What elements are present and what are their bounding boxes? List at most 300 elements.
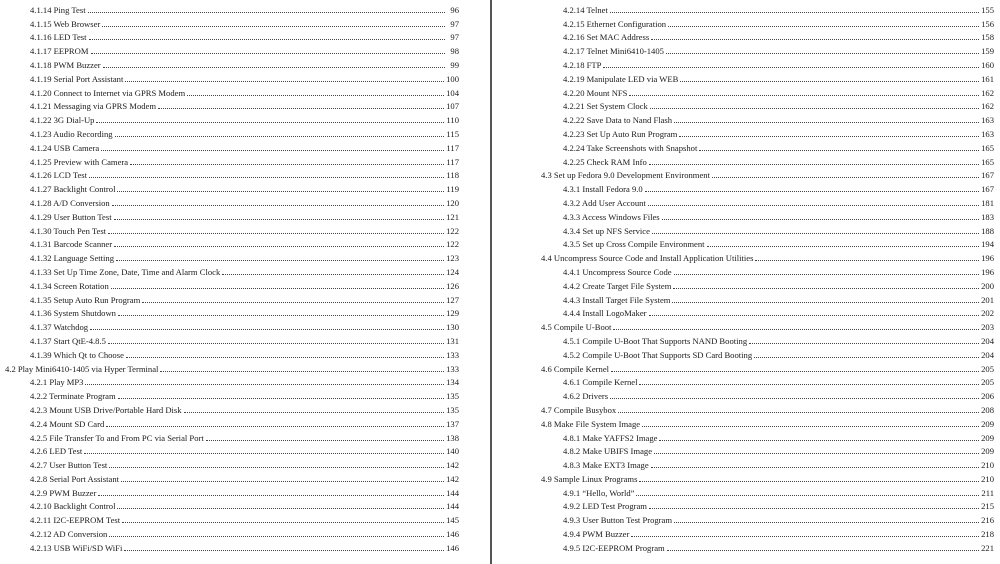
toc-entry[interactable] (497, 125, 1000, 139)
toc-entry-label: 4.2.16 Set MAC Address (563, 32, 650, 43)
toc-entry[interactable] (497, 498, 1000, 512)
toc-page-number: 107 (446, 101, 459, 112)
toc-section-entry[interactable] (497, 415, 1000, 429)
toc-section-entry[interactable] (497, 249, 1000, 263)
toc-entry-label: 4.1.31 Barcode Scanner (30, 239, 113, 250)
toc-page-number: 129 (446, 308, 459, 319)
toc-page-number: 97 (450, 18, 459, 29)
toc-entry[interactable] (0, 539, 485, 553)
toc-page-number: 104 (446, 87, 459, 98)
toc-entry-label: 4.1.21 Messaging via GPRS Modem (30, 101, 157, 112)
toc-page-number: 188 (981, 225, 994, 236)
toc-page-number: 155 (981, 4, 994, 15)
toc-entry-label: 4.1.14 Ping Test (30, 4, 86, 15)
dot-leader (116, 260, 444, 261)
dot-leader (712, 177, 979, 178)
toc-entry[interactable] (0, 15, 485, 29)
toc-entry-label: 4.1.34 Screen Rotation (30, 280, 109, 291)
dot-leader (649, 164, 979, 165)
toc-entry[interactable] (497, 15, 1000, 29)
toc-entry-label: 4.2.25 Check RAM Info (563, 156, 647, 167)
toc-page-number: 142 (446, 460, 459, 471)
toc-entry-label: 4.5.1 Compile U-Boot That Supports NAND Booting (563, 335, 748, 346)
toc-entry-label: 4.1.35 Setup Auto Run Program (30, 294, 141, 305)
toc-entry-label: 4.8.2 Make UBIFS Image (563, 446, 653, 457)
toc-page-number: 122 (446, 225, 459, 236)
toc-entry-label: 4.2.3 Mount USB Drive/Portable Hard Disk (30, 404, 182, 415)
dot-leader (126, 357, 444, 358)
toc-entry-label: 4.4.4 Install LogoMaker (563, 308, 647, 319)
toc-page-number: 161 (981, 73, 994, 84)
toc-page-number: 123 (446, 253, 459, 264)
toc-entry[interactable] (497, 222, 1000, 236)
right-page (497, 0, 1000, 564)
toc-page-number: 209 (981, 446, 994, 457)
dot-leader (130, 164, 444, 165)
toc-page-number: 160 (981, 59, 994, 70)
dot-leader (117, 508, 444, 509)
toc-page-number: 204 (981, 335, 994, 346)
dot-leader (674, 122, 979, 123)
dot-leader (610, 12, 979, 13)
toc-entry-label: 4.2.17 Telnet Mini6410-1405 (563, 46, 664, 57)
toc-page-number: 146 (446, 529, 459, 540)
toc-entry-label: 4.3.2 Add User Account (563, 197, 646, 208)
toc-entry-label: 4.2.13 USB WiFi/SD WiFi (30, 542, 123, 553)
toc-entry[interactable] (0, 70, 485, 84)
toc-entry[interactable] (497, 180, 1000, 194)
toc-entry[interactable] (0, 84, 485, 98)
toc-page-number: 196 (981, 253, 994, 264)
toc-entry[interactable] (0, 249, 485, 263)
toc-entry[interactable] (497, 332, 1000, 346)
toc-page-number: 205 (981, 363, 994, 374)
toc-entry[interactable] (497, 111, 1000, 125)
dot-leader (674, 522, 979, 523)
toc-entry-label: 4.2.2 Terminate Program (30, 391, 116, 402)
toc-page-number: 183 (981, 211, 994, 222)
toc-entry-label: 4.8 Make File System Image (541, 418, 641, 429)
toc-entry-label: 4.2.6 LED Test (30, 446, 83, 457)
toc-entry-label: 4.2.7 User Button Test (30, 460, 108, 471)
toc-entry-label: 4.8.3 Make EXT3 Image (563, 460, 649, 471)
toc-entry[interactable] (0, 470, 485, 484)
toc-entry[interactable] (0, 125, 485, 139)
toc-entry[interactable] (0, 387, 485, 401)
dot-leader (111, 288, 444, 289)
toc-page-number: 118 (446, 170, 459, 181)
dot-leader (89, 177, 444, 178)
dot-leader (109, 467, 444, 468)
toc-page-number: 126 (446, 280, 459, 291)
toc-page-number: 194 (981, 239, 994, 250)
dot-leader (108, 233, 444, 234)
toc-page-number: 163 (981, 128, 994, 139)
toc-entry-label: 4.1.39 Which Qt to Choose (30, 349, 124, 360)
toc-page-number: 201 (981, 294, 994, 305)
dot-leader (680, 81, 979, 82)
toc-page-number: 162 (981, 87, 994, 98)
toc-entry[interactable] (497, 236, 1000, 250)
toc-entry[interactable] (497, 443, 1000, 457)
toc-entry[interactable] (497, 374, 1000, 388)
toc-entry-label: 4.5 Compile U-Boot (541, 322, 612, 333)
toc-page-number: 146 (446, 542, 459, 553)
toc-entry[interactable] (0, 98, 485, 112)
dot-leader (124, 550, 444, 551)
toc-entry[interactable] (0, 194, 485, 208)
dot-leader (648, 205, 979, 206)
dot-leader (651, 467, 979, 468)
dot-leader (649, 315, 980, 316)
toc-page-number: 181 (981, 197, 994, 208)
toc-entry[interactable] (0, 263, 485, 277)
toc-page-number: 133 (446, 363, 459, 374)
toc-entry[interactable] (497, 511, 1000, 525)
toc-page-number: 119 (446, 184, 459, 195)
toc-page-number: 144 (446, 501, 459, 512)
dot-leader (662, 219, 979, 220)
dot-leader (118, 398, 444, 399)
dot-leader (659, 440, 979, 441)
toc-entry[interactable] (0, 511, 485, 525)
toc-entry-label: 4.9.5 I2C-EEPROM Program (563, 542, 665, 553)
toc-page-number: 204 (981, 349, 994, 360)
dot-leader (114, 219, 445, 220)
toc-page-number: 216 (981, 515, 994, 526)
dot-leader (96, 122, 444, 123)
dot-leader (754, 357, 979, 358)
toc-entry-label: 4.2.19 Manipulate LED via WEB (563, 73, 679, 84)
dot-leader (673, 288, 979, 289)
toc-entry-label: 4.3.3 Access Windows Files (563, 211, 660, 222)
toc-page-number: 142 (446, 473, 459, 484)
toc-page-number: 209 (981, 418, 994, 429)
toc-entry[interactable] (497, 539, 1000, 553)
toc-entry-label: 4.3.4 Set up NFS Service (563, 225, 650, 236)
toc-entry[interactable] (497, 484, 1000, 498)
toc-page-number: 210 (981, 473, 994, 484)
toc-entry[interactable] (497, 194, 1000, 208)
toc-page-number: 120 (446, 197, 459, 208)
dot-leader (636, 495, 979, 496)
dot-leader (142, 302, 444, 303)
toc-entry[interactable] (497, 525, 1000, 539)
toc-entry-label: 4.1.37 Start QtE-4.8.5 (30, 335, 106, 346)
toc-entry-label: 4.2.18 FTP (563, 59, 602, 70)
page-divider (490, 0, 492, 564)
toc-entry-label: 4.2.4 Mount SD Card (30, 418, 105, 429)
dot-leader (184, 412, 445, 413)
dot-leader (109, 536, 444, 537)
dot-leader (666, 53, 979, 54)
toc-entry-label: 4.6 Compile Kernel (541, 363, 610, 374)
toc-entry-label: 4.2.9 PWM Buzzer (30, 487, 97, 498)
toc-entry[interactable] (0, 111, 485, 125)
dot-leader (613, 329, 979, 330)
toc-page-number: 97 (450, 32, 459, 43)
toc-entry[interactable] (497, 291, 1000, 305)
toc-entry-label: 4.9.3 User Button Test Program (563, 515, 673, 526)
toc-section-entry[interactable] (497, 401, 1000, 415)
dot-leader (603, 67, 979, 68)
toc-entry[interactable] (497, 29, 1000, 43)
toc-entry-label: 4.2.15 Ethernet Configuration (563, 18, 667, 29)
toc-entry[interactable] (0, 277, 485, 291)
toc-entry[interactable] (497, 98, 1000, 112)
dot-leader (98, 495, 444, 496)
toc-entry-label: 4.1.29 User Button Test (30, 211, 112, 222)
toc-section-entry[interactable] (497, 167, 1000, 181)
toc-entry[interactable] (497, 429, 1000, 443)
toc-entry-label: 4.3.5 Set up Cross Compile Environment (563, 239, 705, 250)
toc-entry-label: 4.4 Uncompress Source Code and Install Application Utilities (541, 253, 754, 264)
toc-page-number: 137 (446, 418, 459, 429)
toc-page-number: 115 (446, 128, 459, 139)
toc-page-number: 100 (446, 73, 459, 84)
toc-page-number: 206 (981, 391, 994, 402)
dot-leader (84, 453, 444, 454)
toc-entry[interactable] (0, 498, 485, 512)
toc-entry-label: 4.1.17 EEPROM (30, 46, 89, 57)
toc-page-number: 158 (981, 32, 994, 43)
toc-entry[interactable] (0, 29, 485, 43)
toc-entry-label: 4.2 Play Mini6410-1405 via Hyper Terminal (5, 363, 159, 374)
dot-leader (222, 274, 444, 275)
toc-page-number: 110 (446, 115, 459, 126)
toc-entry[interactable] (0, 401, 485, 415)
toc-section-entry[interactable] (497, 360, 1000, 374)
toc-entry-label: 4.1.33 Set Up Time Zone, Date, Time and Alarm Clock (30, 266, 221, 277)
dot-leader (755, 260, 979, 261)
toc-entry[interactable] (0, 222, 485, 236)
toc-entry[interactable] (0, 291, 485, 305)
toc-entry[interactable] (0, 236, 485, 250)
toc-entry-label: 4.7 Compile Busybox (541, 404, 617, 415)
dot-leader (642, 426, 979, 427)
toc-entry[interactable] (497, 70, 1000, 84)
dot-leader (91, 53, 446, 54)
toc-entry[interactable] (0, 153, 485, 167)
toc-page-number: 156 (981, 18, 994, 29)
toc-entry[interactable] (0, 180, 485, 194)
dot-leader (667, 550, 979, 551)
toc-entry-label: 4.8.1 Make YAFFS2 Image (563, 432, 658, 443)
toc-entry-label: 4.1.32 Language Setting (30, 253, 115, 264)
toc-page-number: 133 (446, 349, 459, 360)
toc-page-number: 205 (981, 377, 994, 388)
right-toc (497, 0, 1000, 553)
toc-entry[interactable] (0, 332, 485, 346)
toc-section-entry[interactable] (497, 318, 1000, 332)
toc-page-number: 99 (450, 59, 459, 70)
toc-page-number: 203 (981, 322, 994, 333)
toc-page-number: 98 (450, 46, 459, 57)
toc-page-number: 165 (981, 142, 994, 153)
toc-entry-label: 4.2.20 Mount NFS (563, 87, 628, 98)
toc-entry-label: 4.2.22 Save Data to Nand Flash (563, 115, 673, 126)
dot-leader (639, 481, 979, 482)
toc-entry-label: 4.4.1 Uncompress Source Code (563, 266, 672, 277)
toc-entry-label: 4.1.37 Watchdog (30, 322, 89, 333)
dot-leader (88, 12, 445, 13)
left-page (0, 0, 485, 564)
toc-page-number: 162 (981, 101, 994, 112)
toc-entry[interactable] (497, 56, 1000, 70)
dot-leader (118, 315, 444, 316)
toc-entry[interactable] (0, 318, 485, 332)
toc-entry-label: 4.1.18 PWM Buzzer (30, 59, 101, 70)
toc-entry[interactable] (497, 208, 1000, 222)
toc-entry-label: 4.1.20 Connect to Internet via GPRS Modem (30, 87, 186, 98)
toc-page-number: 215 (981, 501, 994, 512)
toc-entry-label: 4.1.24 USB Camera (30, 142, 100, 153)
dot-leader (674, 274, 980, 275)
toc-entry-label: 4.2.1 Play MP3 (30, 377, 84, 388)
toc-page-number: 167 (981, 184, 994, 195)
toc-entry[interactable] (497, 305, 1000, 319)
toc-entry[interactable] (0, 415, 485, 429)
toc-entry-label: 4.2.11 I2C-EEPROM Test (30, 515, 121, 526)
toc-entry-label: 4.2.8 Serial Port Assistant (30, 473, 120, 484)
dot-leader (101, 150, 444, 151)
toc-page-number: 165 (981, 156, 994, 167)
dot-leader (103, 67, 445, 68)
toc-entry[interactable] (497, 456, 1000, 470)
toc-page-number: 135 (446, 404, 459, 415)
toc-entry-label: 4.6.1 Compile Kernel (563, 377, 638, 388)
toc-entry[interactable] (0, 305, 485, 319)
dot-leader (679, 136, 979, 137)
dot-leader (106, 426, 444, 427)
toc-entry[interactable] (497, 84, 1000, 98)
toc-entry[interactable] (0, 429, 485, 443)
toc-entry-label: 4.1.16 LED Test (30, 32, 87, 43)
toc-entry-label: 4.3.1 Install Fedora 9.0 (563, 184, 643, 195)
toc-entry[interactable] (0, 374, 485, 388)
toc-entry[interactable] (0, 456, 485, 470)
toc-entry[interactable] (497, 263, 1000, 277)
toc-entry[interactable] (0, 208, 485, 222)
toc-section-entry[interactable] (0, 360, 485, 374)
toc-entry-label: 4.3 Set up Fedora 9.0 Development Environment (541, 170, 710, 181)
dot-leader (102, 26, 445, 27)
toc-entry-label: 4.1.27 Backlight Control (30, 184, 116, 195)
toc-entry-label: 4.2.24 Take Screenshots with Snapshot (563, 142, 698, 153)
dot-leader (651, 39, 979, 40)
toc-page-number: 127 (446, 294, 459, 305)
toc-entry-label: 4.4.3 Install Target File System (563, 294, 671, 305)
dot-leader (125, 81, 444, 82)
toc-page-number: 145 (446, 515, 459, 526)
toc-page-number: 117 (446, 156, 459, 167)
toc-entry[interactable] (0, 42, 485, 56)
dot-leader (645, 191, 979, 192)
toc-entry[interactable] (497, 346, 1000, 360)
dot-leader (610, 398, 979, 399)
toc-page-number: 200 (981, 280, 994, 291)
toc-page-number: 211 (981, 487, 994, 498)
toc-entry[interactable] (497, 387, 1000, 401)
dot-leader (631, 536, 979, 537)
toc-entry[interactable] (0, 139, 485, 153)
toc-entry[interactable] (0, 443, 485, 457)
toc-entry-label: 4.5.2 Compile U-Boot That Supports SD Card Booting (563, 349, 753, 360)
dot-leader (89, 39, 445, 40)
toc-entry-label: 4.1.36 System Shutdown (30, 308, 116, 319)
toc-entry-label: 4.2.14 Telnet (563, 4, 608, 15)
toc-page-number: 208 (981, 404, 994, 415)
toc-page-number: 135 (446, 391, 459, 402)
toc-entry-label: 4.6.2 Drivers (563, 391, 609, 402)
toc-page-number: 218 (981, 529, 994, 540)
dot-leader (749, 343, 979, 344)
dot-leader (85, 384, 444, 385)
toc-page-number: 167 (981, 170, 994, 181)
toc-section-entry[interactable] (497, 470, 1000, 484)
toc-entry-label: 4.2.21 Set System Clock (563, 101, 648, 112)
toc-entry[interactable] (497, 277, 1000, 291)
toc-page-number: 122 (446, 239, 459, 250)
toc-entry-label: 4.1.22 3G Dial-Up (30, 115, 95, 126)
toc-entry[interactable] (0, 1, 485, 15)
toc-page-number: 163 (981, 115, 994, 126)
dot-leader (672, 302, 979, 303)
toc-entry[interactable] (497, 139, 1000, 153)
toc-page-number: 117 (446, 142, 459, 153)
toc-entry[interactable] (497, 42, 1000, 56)
dot-leader (122, 522, 444, 523)
toc-entry-label: 4.2.23 Set Up Auto Run Program (563, 128, 678, 139)
toc-page-number: 209 (981, 432, 994, 443)
toc-page-number: 134 (446, 377, 459, 388)
toc-entry[interactable] (0, 346, 485, 360)
toc-entry-label: 4.9.1 “Hello, World” (563, 487, 635, 498)
toc-entry-label: 4.2.5 File Transfer To and From PC via Serial Port (30, 432, 204, 443)
toc-page-number: 159 (981, 46, 994, 57)
toc-entry-label: 4.1.28 A/D Conversion (30, 197, 110, 208)
toc-entry-label: 4.2.12 AD Conversion (30, 529, 108, 540)
dot-leader (206, 440, 444, 441)
toc-page-number: 196 (981, 266, 994, 277)
toc-entry-label: 4.1.23 Audio Recording (30, 128, 113, 139)
toc-page-number: 138 (446, 432, 459, 443)
toc-entry[interactable] (0, 56, 485, 70)
toc-page-number: 96 (450, 4, 459, 15)
toc-entry[interactable] (0, 484, 485, 498)
toc-entry-label: 4.9.2 LED Test Program (563, 501, 647, 512)
toc-entry-label: 4.1.26 LCD Test (30, 170, 88, 181)
toc-entry-label: 4.9.4 PWM Buzzer (563, 529, 630, 540)
dot-leader (668, 26, 979, 27)
toc-page-number: 210 (981, 460, 994, 471)
toc-entry[interactable] (0, 167, 485, 181)
toc-entry[interactable] (497, 1, 1000, 15)
toc-entry[interactable] (0, 525, 485, 539)
dot-leader (699, 150, 979, 151)
toc-entry[interactable] (497, 153, 1000, 167)
toc-entry-label: 4.4.2 Create Target File System (563, 280, 672, 291)
toc-entry-label: 4.1.25 Preview with Camera (30, 156, 129, 167)
dot-leader (160, 371, 444, 372)
toc-page-number: 130 (446, 322, 459, 333)
toc-entry-label: 4.1.15 Web Browser (30, 18, 101, 29)
dot-leader (650, 108, 979, 109)
dot-leader (117, 191, 444, 192)
dot-leader (629, 95, 979, 96)
toc-entry-label: 4.2.10 Backlight Control (30, 501, 116, 512)
dot-leader (115, 136, 445, 137)
